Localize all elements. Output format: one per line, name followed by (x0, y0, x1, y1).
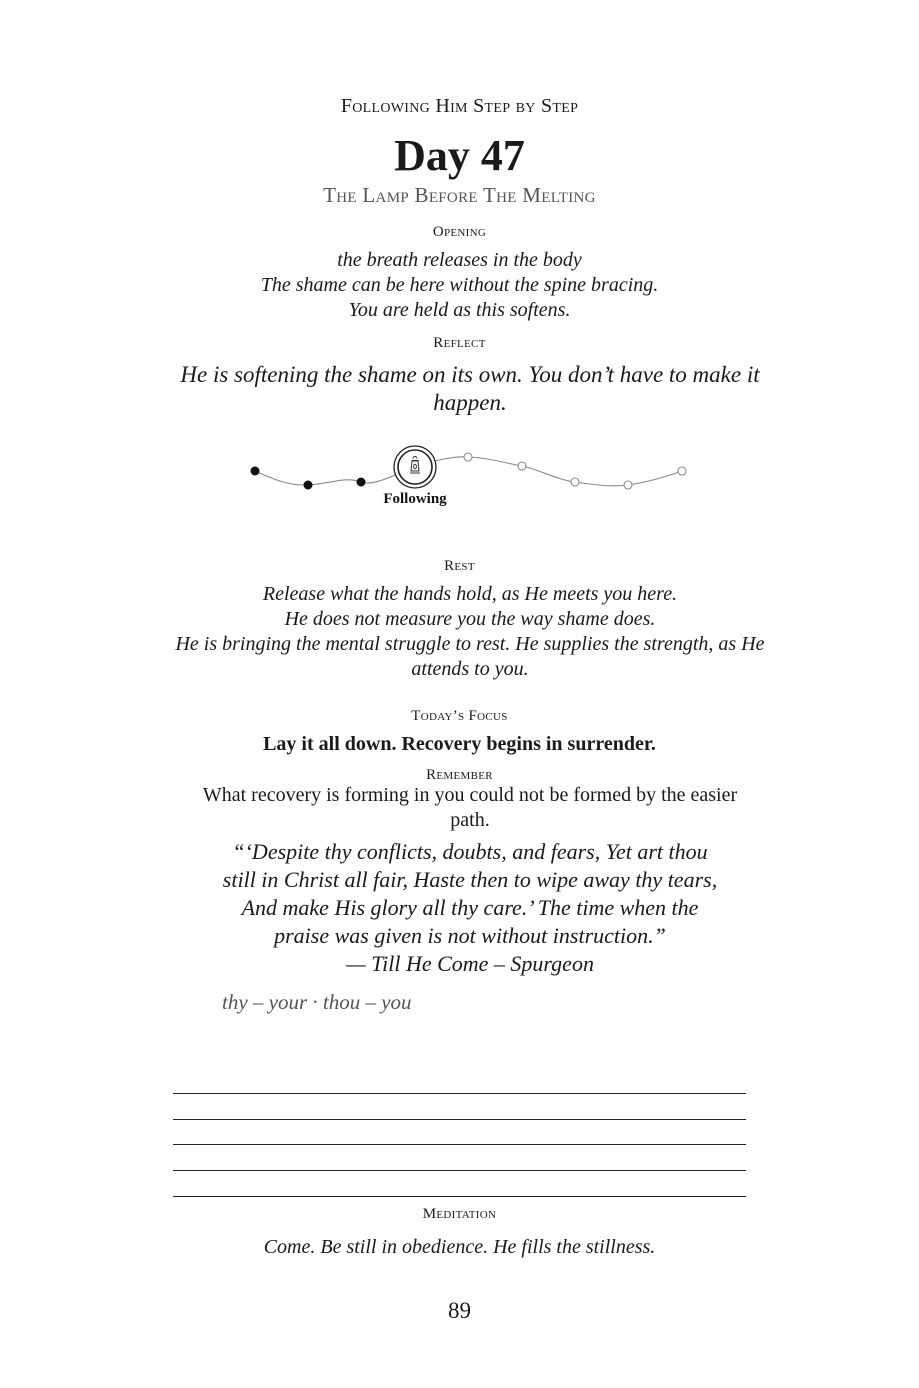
remember-label: Remember (426, 767, 493, 783)
focus-text: Lay it all down. Recovery begins in surrender. (263, 733, 656, 755)
upcoming-step-dot (571, 478, 579, 486)
current-step-label: Following (383, 491, 447, 507)
focus-label: Today’s Focus (411, 708, 508, 724)
day-subtitle: The Lamp Before The Melting (323, 183, 596, 207)
glossary-note: thy – your · thou – you (222, 990, 412, 1014)
opening-text (0, 248, 919, 323)
quote-text: “‘Despite thy conflicts, doubts, and fears, Yet art thou still in Christ all fair, Haste then to wipe away thy tears, And make His glory all thy care.’ The time when the praise was given is not without instruction.” (222, 839, 718, 948)
meditation-text: Come. Be still in obedience. He fills the stillness. (263, 1236, 656, 1258)
reflect-text: He is softening the shame on its own. You don’t have to make it happen. (180, 362, 760, 415)
opening-line: the breath releases in the body (337, 249, 582, 271)
journal-line (173, 1144, 746, 1145)
series-title: Following Him Step by Step (340, 95, 579, 117)
opening-line: You are held as this softens. (348, 299, 571, 321)
rest-line: He does not measure you the way shame does. (284, 608, 656, 630)
upcoming-step-dot (464, 453, 472, 461)
reflect-label: Reflect (433, 335, 486, 351)
rest-label: Rest (444, 558, 475, 574)
current-step-marker (394, 446, 436, 488)
spurgeon-quote (218, 838, 722, 978)
opening-line: The shame can be here without the spine bracing. (260, 274, 659, 296)
meditation-label: Meditation (422, 1206, 497, 1222)
upcoming-step-dot (518, 462, 526, 470)
completed-step-dot (251, 467, 260, 476)
upcoming-step-dot (624, 481, 632, 489)
rest-line: He is bringing the mental struggle to rest. He supplies the strength, as He attends to you. (175, 633, 765, 680)
upcoming-step-dot (678, 467, 686, 475)
journal-line (173, 1170, 746, 1171)
completed-step-dot (357, 478, 366, 487)
completed-step-dot (304, 481, 313, 490)
journal-line (173, 1196, 746, 1197)
opening-label: Opening (432, 224, 487, 240)
quote-attribution: — Till He Come – Spurgeon (346, 951, 594, 976)
journal-line (173, 1119, 746, 1120)
journey-path (0, 430, 919, 520)
remember-text: What recovery is forming in you could not be formed by the easier path. (202, 784, 738, 831)
day-heading: Day 47 (394, 131, 525, 180)
page-number: 89 (448, 1298, 471, 1323)
journal-line (173, 1093, 746, 1094)
rest-text (170, 582, 770, 682)
rest-line: Release what the hands hold, as He meets you here. (262, 583, 678, 605)
